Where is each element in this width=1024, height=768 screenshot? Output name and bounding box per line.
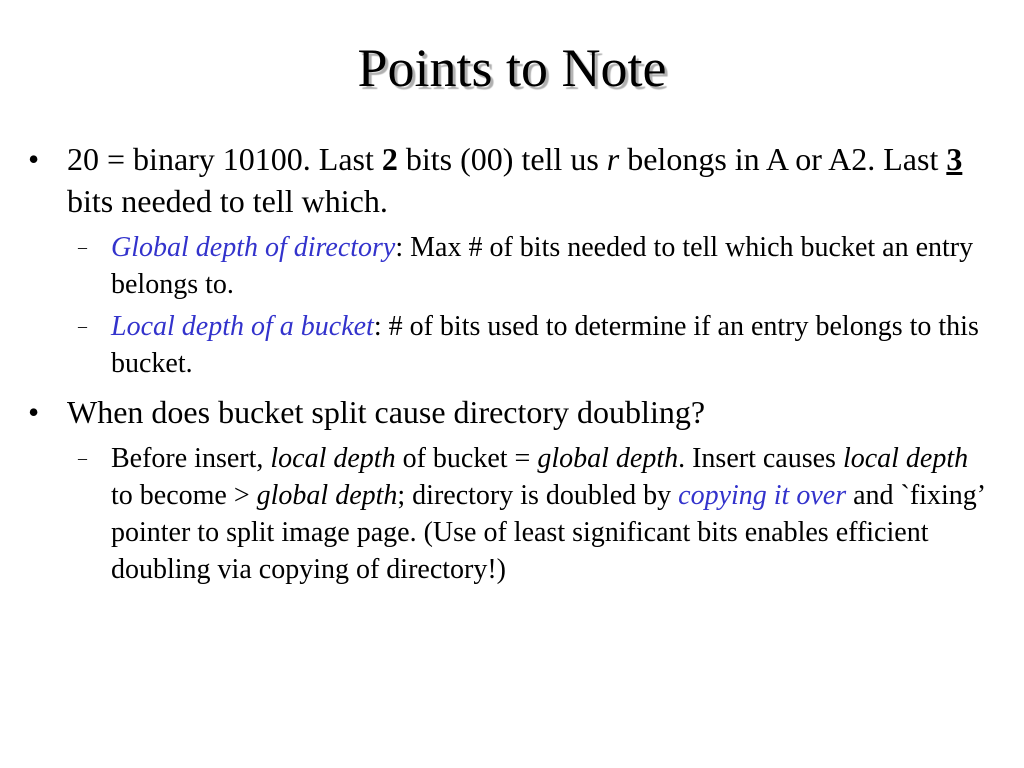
subbullet-doubling-explanation [0,440,1024,588]
doubling-question-text: When does bucket split cause directory doubling? [67,394,706,430]
sub3-text-1: Before insert, [111,443,271,474]
bullet-marker: • [28,394,40,430]
subbullet-local-depth [0,308,1024,382]
bullet1-text-3: belongs in A or A2. Last [619,141,947,177]
local-depth-term: Local depth of a bucket [111,311,374,342]
dash-marker: – [78,316,87,336]
bullet1-bold-3: 3 [946,141,963,177]
subbullet-global-depth [0,229,1024,303]
global-depth-definition: : Max # of bits needed to tell which bucket an entry belongs to. [111,232,974,300]
slide-title: Points to Note [357,38,667,98]
slide-body [0,138,1024,588]
global-depth-term: Global depth of directory [111,232,396,263]
dash-marker: – [78,237,87,257]
local-depth-definition: : # of bits used to determine if an entry belongs to this bucket. [111,311,979,379]
dash-marker: – [78,448,87,468]
sub3-text-6: and `fixing’ pointer to split image page. (Use of least significant bits enables efficient doubling via copying of directory!) [111,480,984,585]
bullet-doubling-question [0,391,1024,433]
bullet1-italic-r: r [606,141,620,177]
sub3-text-2: of bucket = [395,443,538,474]
bullet1-text-2: bits (00) tell us [397,141,607,177]
sub3-text-3: . Insert causes [678,443,843,474]
sub3-text-4: to become > [111,480,257,511]
sub3-italic-global-depth-2: global depth [256,480,398,511]
copying-it-over-term: copying it over [678,480,847,511]
bullet-marker: • [28,141,40,177]
bullet1-text-1: 20 = binary 10100. Last [67,141,382,177]
bullet1-text-4: bits needed to tell which. [67,183,388,219]
sub3-italic-global-depth: global depth [537,443,679,474]
bullet1-bold-2: 2 [381,141,398,177]
sub3-text-5: ; directory is doubled by [397,480,679,511]
sub3-italic-local-depth-2: local depth [842,443,969,474]
bullet-global-example [0,138,1024,222]
sub3-italic-local-depth: local depth [270,443,396,474]
